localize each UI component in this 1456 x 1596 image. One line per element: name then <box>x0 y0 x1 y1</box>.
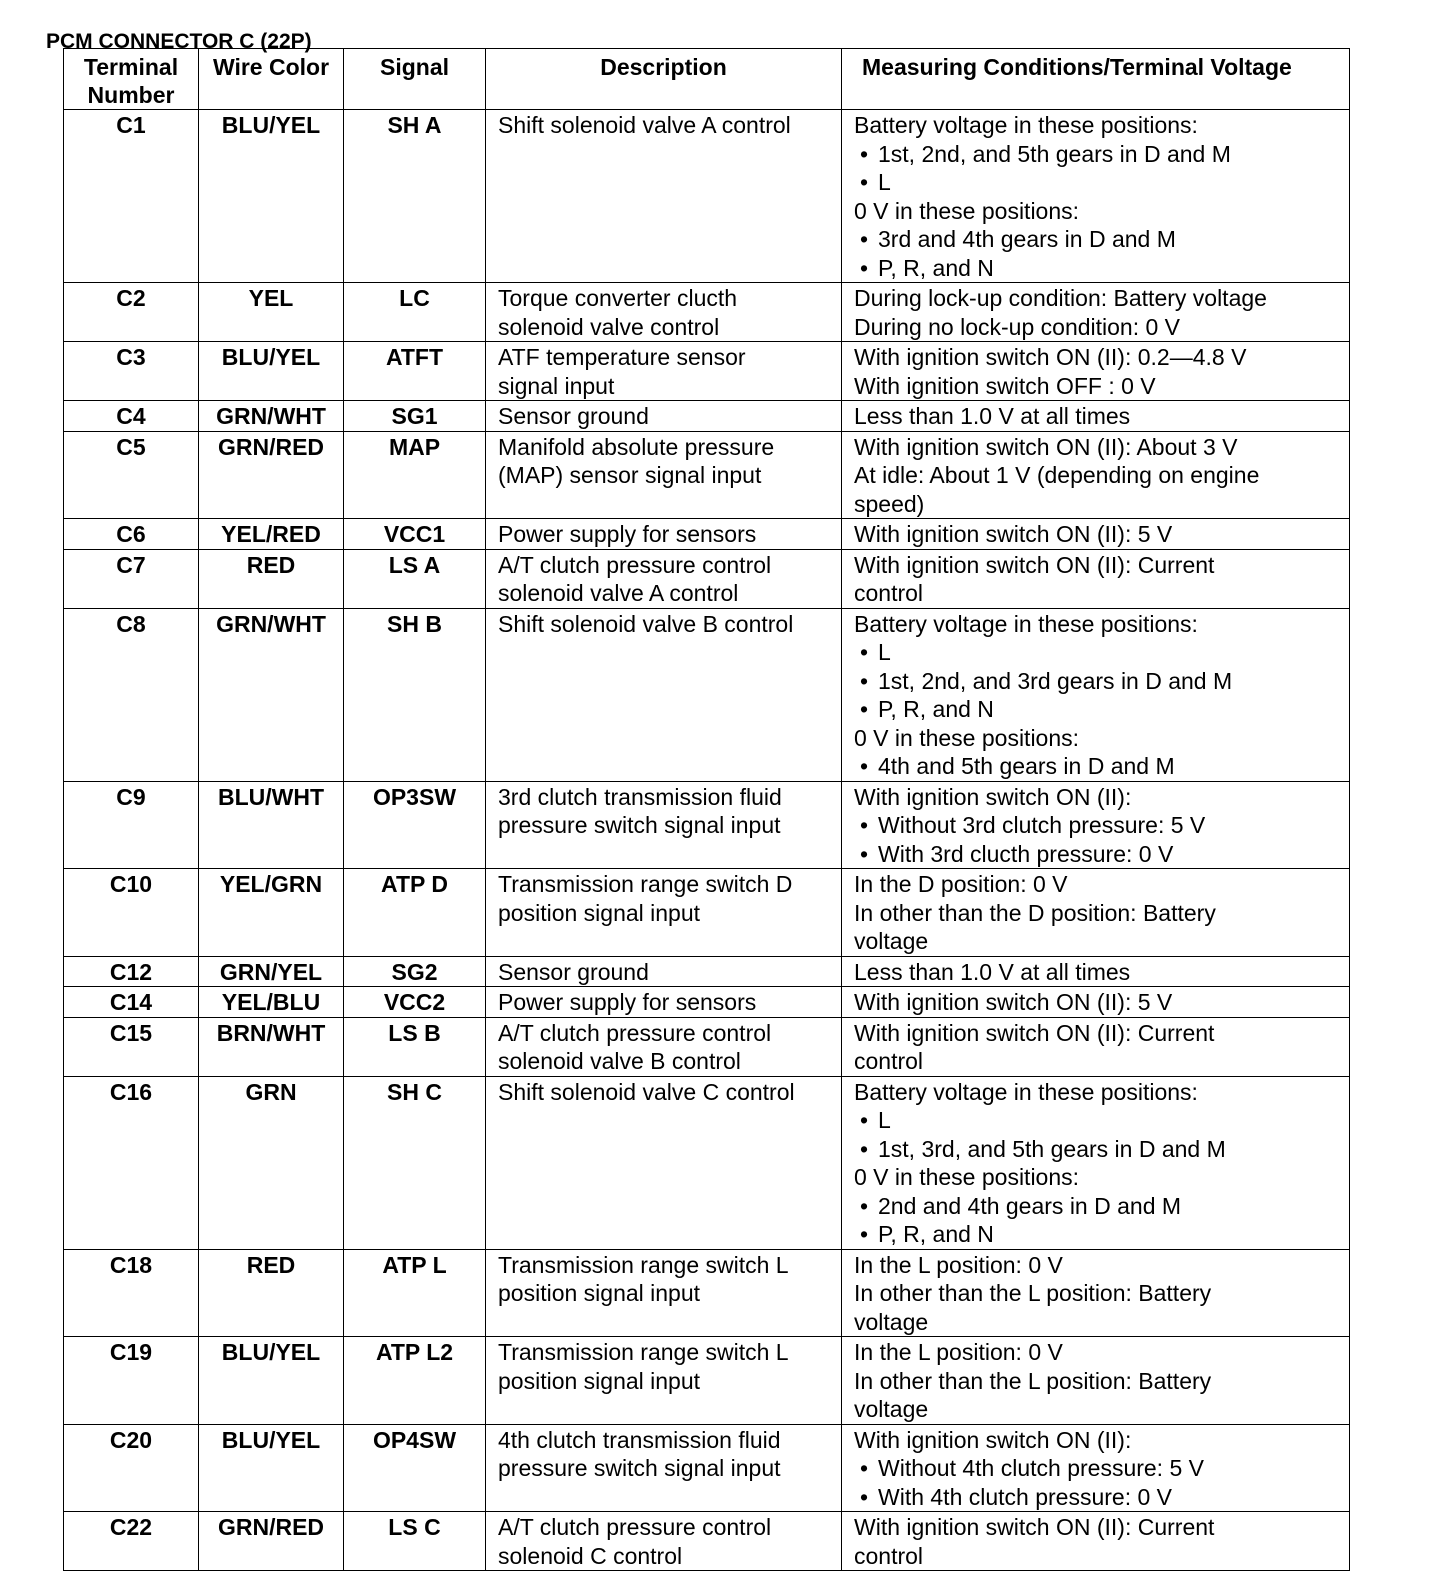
table-row <box>64 283 1350 342</box>
description-line: position signal input <box>498 1367 701 1394</box>
terminal-number-cell: C14 <box>64 987 199 1018</box>
condition-line: control <box>854 1048 924 1074</box>
conditions-cell <box>842 1337 1350 1425</box>
condition-line: With ignition switch ON (II): About 3 V <box>854 433 1238 460</box>
header-terminal-number <box>64 49 199 110</box>
terminal-number-cell: C8 <box>64 608 199 781</box>
condition-bullet-item: • With 3rd clucth pressure: 0 V <box>854 840 1340 869</box>
condition-line: 0 V in these positions: <box>854 197 1080 224</box>
wire-color-cell: GRN/WHT <box>199 401 344 432</box>
description-line: A/T clutch pressure control <box>498 551 772 578</box>
condition-line: With ignition switch ON (II): Current <box>854 551 1215 578</box>
table-row <box>64 1076 1350 1249</box>
condition-line: Less than 1.0 V at all times <box>854 958 1131 985</box>
condition-bullet-item: • P, R, and N <box>854 1220 1340 1249</box>
description-line: Sensor ground <box>498 403 649 429</box>
terminal-number-cell: C18 <box>64 1249 199 1337</box>
wire-color-cell: YEL <box>199 283 344 342</box>
condition-line: voltage <box>854 1396 929 1422</box>
signal-cell: LC <box>344 283 486 342</box>
condition-bullet-item: • P, R, and N <box>854 695 1340 724</box>
conditions-cell <box>842 1512 1350 1571</box>
description-line: signal input <box>498 372 615 399</box>
condition-line: With ignition switch OFF : 0 V <box>854 372 1156 399</box>
description-line: A/T clutch pressure control <box>498 1514 772 1540</box>
table-row <box>64 401 1350 432</box>
conditions-cell <box>842 956 1350 987</box>
description-line: Torque converter clucth <box>498 285 738 311</box>
wire-color-cell: RED <box>199 1249 344 1337</box>
terminal-number-cell: C7 <box>64 549 199 608</box>
condition-bullet-item: • With 4th clutch pressure: 0 V <box>854 1483 1340 1512</box>
condition-bullet-item: • 1st, 3rd, and 5th gears in D and M <box>854 1135 1340 1164</box>
condition-line: voltage <box>854 1308 929 1335</box>
table-row <box>64 431 1350 519</box>
terminal-number-cell: C3 <box>64 342 199 401</box>
wire-color-cell: BLU/YEL <box>199 1337 344 1425</box>
header-row <box>64 49 1350 110</box>
header-signal: Signal <box>344 49 486 110</box>
description-line: pressure switch signal input <box>498 1455 781 1481</box>
description-cell <box>486 1249 842 1337</box>
description-line: Power supply for sensors <box>498 521 757 547</box>
description-line: Transmission range switch D <box>498 871 793 897</box>
wire-color-cell: YEL/GRN <box>199 869 344 957</box>
description-cell <box>486 1337 842 1425</box>
table-row <box>64 1017 1350 1076</box>
signal-cell: OP4SW <box>344 1424 486 1512</box>
condition-line: With ignition switch ON (II): Current <box>854 1019 1215 1046</box>
conditions-cell <box>842 110 1350 283</box>
table-row <box>64 956 1350 987</box>
conditions-cell <box>842 869 1350 957</box>
signal-cell: ATP D <box>344 869 486 957</box>
description-cell <box>486 110 842 283</box>
condition-bullet-item: • 4th and 5th gears in D and M <box>854 752 1340 781</box>
header-wire-color: Wire Color <box>199 49 344 110</box>
conditions-cell <box>842 1017 1350 1076</box>
condition-line: Battery voltage in these positions: <box>854 112 1198 138</box>
condition-line: control <box>854 580 924 606</box>
signal-cell: SG2 <box>344 956 486 987</box>
table-row <box>64 1249 1350 1337</box>
table-row <box>64 1512 1350 1571</box>
wire-color-cell: BLU/WHT <box>199 781 344 869</box>
description-line: Shift solenoid valve C control <box>498 1078 795 1105</box>
description-cell <box>486 431 842 519</box>
description-line: Transmission range switch L <box>498 1251 789 1278</box>
condition-bullet-item: • P, R, and N <box>854 254 1340 283</box>
page-title: PCM CONNECTOR C (22P) <box>46 30 312 53</box>
table-row <box>64 987 1350 1018</box>
table-row <box>64 608 1350 781</box>
table-row <box>64 549 1350 608</box>
condition-line: 0 V in these positions: <box>854 1164 1080 1190</box>
condition-bullet-item: • L <box>854 638 1340 667</box>
condition-line: voltage <box>854 928 929 954</box>
condition-bullet-item: • L <box>854 1106 1340 1135</box>
description-cell <box>486 283 842 342</box>
conditions-cell <box>842 1424 1350 1512</box>
table-row <box>64 869 1350 957</box>
description-line: position signal input <box>498 1280 701 1306</box>
table-row <box>64 519 1350 550</box>
conditions-cell <box>842 342 1350 401</box>
terminal-number-cell: C9 <box>64 781 199 869</box>
condition-bullet-item: • Without 4th clutch pressure: 5 V <box>854 1454 1340 1483</box>
wire-color-cell: GRN/YEL <box>199 956 344 987</box>
condition-line: With ignition switch ON (II): 0.2—4.8 V <box>854 344 1247 370</box>
conditions-cell <box>842 549 1350 608</box>
description-cell <box>486 519 842 550</box>
description-cell <box>486 401 842 432</box>
condition-bullet-item: • 1st, 2nd, and 3rd gears in D and M <box>854 667 1340 696</box>
signal-cell: LS C <box>344 1512 486 1571</box>
description-cell <box>486 1017 842 1076</box>
condition-line: In the D position: 0 V <box>854 871 1068 897</box>
terminal-number-cell: C15 <box>64 1017 199 1076</box>
conditions-cell <box>842 608 1350 781</box>
terminal-number-cell: C5 <box>64 431 199 519</box>
table-row <box>64 1424 1350 1512</box>
condition-line: In other than the D position: Battery <box>854 899 1216 926</box>
description-line: solenoid valve B control <box>498 1048 741 1074</box>
condition-line: speed) <box>854 490 925 517</box>
conditions-cell <box>842 283 1350 342</box>
signal-cell: VCC2 <box>344 987 486 1018</box>
description-cell <box>486 608 842 781</box>
conditions-cell <box>842 987 1350 1018</box>
description-line: pressure switch signal input <box>498 812 781 838</box>
wire-color-cell: GRN/WHT <box>199 608 344 781</box>
conditions-cell <box>842 519 1350 550</box>
condition-line: In the L position: 0 V <box>854 1251 1063 1278</box>
conditions-cell <box>842 1076 1350 1249</box>
terminal-table <box>63 48 1350 1571</box>
header-terminal-line-2: Number <box>87 82 175 108</box>
description-line: Shift solenoid valve A control <box>498 112 791 138</box>
description-line: Sensor ground <box>498 958 649 985</box>
wire-color-cell: GRN/RED <box>199 431 344 519</box>
condition-line: During lock-up condition: Battery voltage <box>854 285 1267 311</box>
signal-cell: OP3SW <box>344 781 486 869</box>
signal-cell: SH A <box>344 110 486 283</box>
description-cell <box>486 987 842 1018</box>
description-line: Shift solenoid valve B control <box>498 610 794 637</box>
wire-color-cell: BRN/WHT <box>199 1017 344 1076</box>
description-line: 4th clutch transmission fluid <box>498 1426 781 1453</box>
signal-cell: ATP L2 <box>344 1337 486 1425</box>
conditions-cell <box>842 401 1350 432</box>
description-cell <box>486 869 842 957</box>
terminal-number-cell: C4 <box>64 401 199 432</box>
condition-bullet-item: • L <box>854 168 1340 197</box>
table-row <box>64 781 1350 869</box>
description-line: 3rd clutch transmission fluid <box>498 783 782 810</box>
condition-bullet-item: • 2nd and 4th gears in D and M <box>854 1192 1340 1221</box>
description-line: Manifold absolute pressure <box>498 433 775 460</box>
conditions-cell <box>842 781 1350 869</box>
condition-bullet-item: • 1st, 2nd, and 5th gears in D and M <box>854 140 1340 169</box>
terminal-number-cell: C1 <box>64 110 199 283</box>
wire-color-cell: BLU/YEL <box>199 110 344 283</box>
condition-line: With ignition switch ON (II): <box>854 783 1132 810</box>
terminal-number-cell: C19 <box>64 1337 199 1425</box>
condition-line: With ignition switch ON (II): 5 V <box>854 989 1173 1015</box>
signal-cell: MAP <box>344 431 486 519</box>
condition-line: 0 V in these positions: <box>854 724 1080 751</box>
wire-color-cell: BLU/YEL <box>199 1424 344 1512</box>
description-cell <box>486 549 842 608</box>
description-line: ATF temperature sensor <box>498 344 746 370</box>
terminal-number-cell: C6 <box>64 519 199 550</box>
terminal-number-cell: C22 <box>64 1512 199 1571</box>
condition-line: In other than the L position: Battery <box>854 1280 1212 1306</box>
description-line: solenoid valve control <box>498 313 720 340</box>
wire-color-cell: YEL/RED <box>199 519 344 550</box>
signal-cell: ATP L <box>344 1249 486 1337</box>
description-cell <box>486 1076 842 1249</box>
wire-color-cell: GRN <box>199 1076 344 1249</box>
description-line: position signal input <box>498 899 701 926</box>
condition-line: At idle: About 1 V (depending on engine <box>854 462 1260 488</box>
condition-line: Less than 1.0 V at all times <box>854 403 1131 429</box>
signal-cell: LS B <box>344 1017 486 1076</box>
conditions-cell <box>842 431 1350 519</box>
condition-line: Battery voltage in these positions: <box>854 1078 1198 1105</box>
description-line: (MAP) sensor signal input <box>498 462 762 488</box>
description-cell <box>486 342 842 401</box>
header-measuring-conditions: Measuring Conditions/Terminal Voltage <box>842 49 1350 110</box>
conditions-cell <box>842 1249 1350 1337</box>
condition-line: Battery voltage in these positions: <box>854 610 1198 637</box>
condition-line: In the L position: 0 V <box>854 1339 1063 1365</box>
signal-cell: SG1 <box>344 401 486 432</box>
description-line: Transmission range switch L <box>498 1339 789 1365</box>
condition-line: With ignition switch ON (II): Current <box>854 1514 1215 1540</box>
signal-cell: ATFT <box>344 342 486 401</box>
signal-cell: SH C <box>344 1076 486 1249</box>
signal-cell: LS A <box>344 549 486 608</box>
header-description: Description <box>486 49 842 110</box>
description-cell <box>486 956 842 987</box>
terminal-number-cell: C20 <box>64 1424 199 1512</box>
signal-cell: VCC1 <box>344 519 486 550</box>
table-row <box>64 110 1350 283</box>
terminal-number-cell: C10 <box>64 869 199 957</box>
condition-line: With ignition switch ON (II): 5 V <box>854 521 1173 547</box>
condition-line: control <box>854 1542 924 1569</box>
condition-line: During no lock-up condition: 0 V <box>854 313 1181 340</box>
wire-color-cell: YEL/BLU <box>199 987 344 1018</box>
description-line: solenoid C control <box>498 1542 683 1569</box>
terminal-number-cell: C2 <box>64 283 199 342</box>
table-body <box>64 110 1350 1571</box>
condition-line: With ignition switch ON (II): <box>854 1426 1132 1453</box>
header-terminal-line-1: Terminal <box>83 54 179 80</box>
terminal-number-cell: C12 <box>64 956 199 987</box>
description-cell <box>486 1424 842 1512</box>
condition-bullet-item: • Without 3rd clutch pressure: 5 V <box>854 811 1340 840</box>
condition-line: In other than the L position: Battery <box>854 1367 1212 1394</box>
condition-bullet-item: • 3rd and 4th gears in D and M <box>854 225 1340 254</box>
table-row <box>64 1337 1350 1425</box>
description-line: solenoid valve A control <box>498 580 739 606</box>
description-cell <box>486 1512 842 1571</box>
description-line: A/T clutch pressure control <box>498 1019 772 1046</box>
wire-color-cell: RED <box>199 549 344 608</box>
description-cell <box>486 781 842 869</box>
signal-cell: SH B <box>344 608 486 781</box>
wire-color-cell: GRN/RED <box>199 1512 344 1571</box>
table-row <box>64 342 1350 401</box>
description-line: Power supply for sensors <box>498 989 757 1015</box>
terminal-number-cell: C16 <box>64 1076 199 1249</box>
wire-color-cell: BLU/YEL <box>199 342 344 401</box>
